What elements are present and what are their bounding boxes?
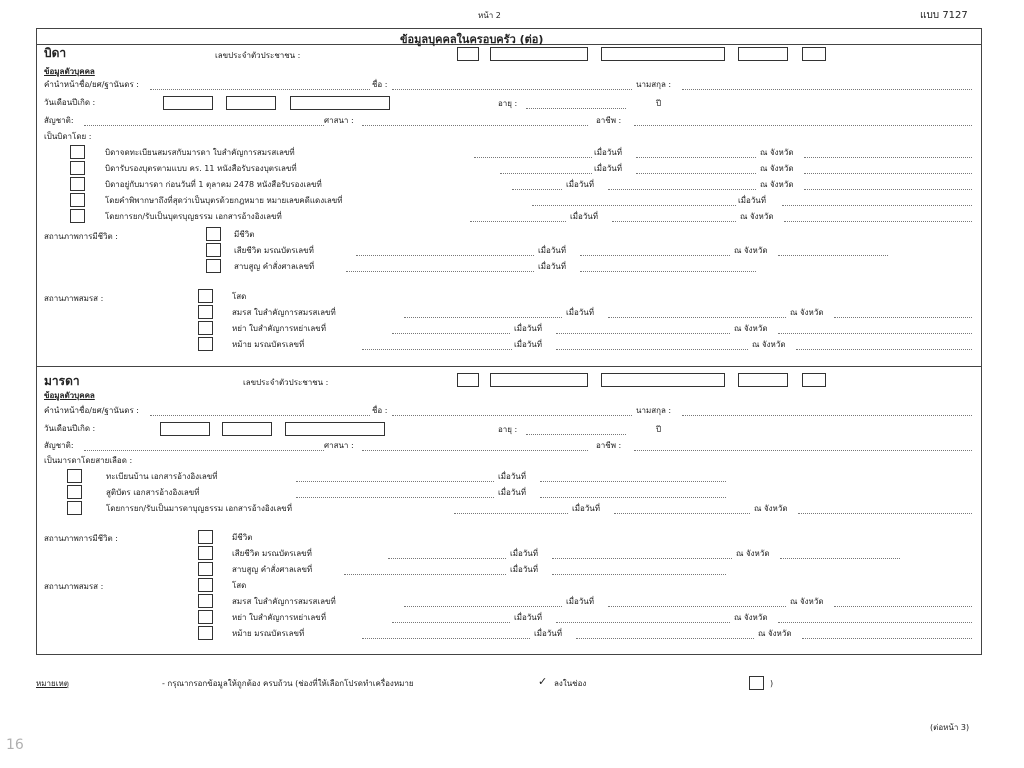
option-province-label: ณ จังหวัด	[734, 324, 768, 333]
checkbox[interactable]	[198, 610, 213, 624]
mother-religion-field[interactable]	[362, 450, 588, 451]
father-personal-heading: ข้อมูลตัวบุคคล	[44, 67, 95, 76]
option-province-label: ณ จังหวัด	[790, 597, 824, 606]
number-field[interactable]	[346, 271, 534, 272]
page-label: หน้า 2	[478, 11, 501, 20]
father-surname-field[interactable]	[682, 89, 972, 90]
option-text: สมรส ใบสำคัญการสมรสเลขที่	[232, 597, 336, 606]
province-field[interactable]	[780, 558, 900, 559]
option-date-label: เมื่อวันที่	[594, 148, 623, 157]
mother-name-label: ชื่อ :	[372, 406, 388, 415]
date-field[interactable]	[552, 574, 726, 575]
option-text: สูติบัตร เอกสารอ้างอิงเลขที่	[106, 488, 200, 497]
option-date-label: เมื่อวันที่	[534, 629, 563, 638]
date-field[interactable]	[552, 558, 732, 559]
checkbox[interactable]	[70, 177, 85, 191]
option-text: สมรส ใบสำคัญการสมรสเลขที่	[232, 308, 336, 317]
note-label: หมายเหตุ	[36, 679, 69, 688]
mother-dob-label: วันเดือนปีเกิด :	[44, 424, 96, 433]
option-text: โดยการยก/รับเป็นมารดาบุญธรรม เอกสารอ้างอิงเลขที่	[106, 504, 292, 513]
date-field[interactable]	[608, 317, 786, 318]
province-field[interactable]	[804, 189, 972, 190]
option-date-label: เมื่อวันที่	[538, 262, 567, 271]
mother-title-field[interactable]	[150, 415, 370, 416]
number-field[interactable]	[532, 205, 736, 206]
checkbox[interactable]	[206, 259, 221, 273]
option-text: มีชีวิต	[232, 533, 253, 542]
form-title: ข้อมูลบุคคลในครอบครัว (ต่อ)	[400, 33, 544, 46]
id-digit-box[interactable]	[738, 47, 788, 61]
option-province-label: ณ จังหวัด	[760, 164, 794, 173]
number-field[interactable]	[454, 513, 568, 514]
option-text: บิดารับรองบุตรตามแบบ คร. 11 หนังสือรับรองบุตรเลขที่	[105, 164, 297, 173]
mother-nationality-field[interactable]	[84, 450, 324, 451]
number-field[interactable]	[392, 333, 510, 334]
option-text: เสียชีวิต มรณบัตรเลขที่	[234, 246, 314, 255]
checkbox[interactable]	[67, 485, 82, 499]
number-field[interactable]	[362, 638, 530, 639]
option-text: เสียชีวิต มรณบัตรเลขที่	[232, 549, 312, 558]
date-field[interactable]	[608, 606, 786, 607]
option-province-label: ณ จังหวัด	[754, 504, 788, 513]
option-province-label: ณ จังหวัด	[736, 549, 770, 558]
option-date-label: เมื่อวันที่	[566, 180, 595, 189]
mother-surname-label: นามสกุล :	[636, 406, 672, 415]
check-mark-icon: ✓	[538, 675, 548, 688]
option-date-label: เมื่อวันที่	[566, 597, 595, 606]
id-digit-box[interactable]	[802, 373, 826, 387]
province-field[interactable]	[802, 638, 972, 639]
checkbox[interactable]	[198, 546, 213, 560]
father-age-label: อายุ :	[498, 99, 518, 108]
date-field[interactable]	[576, 638, 754, 639]
option-province-label: ณ จังหวัด	[760, 180, 794, 189]
option-text: โสด	[232, 581, 247, 590]
dob-day-box[interactable]	[160, 422, 210, 436]
option-date-label: เมื่อวันที่	[498, 472, 527, 481]
sample-checkbox	[749, 676, 764, 690]
checkbox[interactable]	[206, 227, 221, 241]
province-field[interactable]	[834, 606, 972, 607]
option-province-label: ณ จังหวัด	[752, 340, 786, 349]
date-field[interactable]	[556, 333, 730, 334]
option-text: โสด	[232, 292, 247, 301]
option-text: โดยคำพิพากษาถึงที่สุดว่าเป็นบุตรด้วยกฎหมาย หมายเลขคดีแดงเลขที่	[105, 196, 343, 205]
father-religion-label: ศาสนา :	[324, 116, 354, 125]
option-date-label: เมื่อวันที่	[566, 308, 595, 317]
checkbox[interactable]	[198, 321, 213, 335]
father-by-label: เป็นบิดาโดย :	[44, 132, 92, 141]
province-field[interactable]	[804, 157, 972, 158]
checkbox[interactable]	[198, 594, 213, 608]
date-field[interactable]	[540, 481, 726, 482]
mother-title-label: คำนำหน้าชื่อ/ยศ/ฐานันดร :	[44, 406, 140, 415]
number-field[interactable]	[474, 157, 592, 158]
option-date-label: เมื่อวันที่	[738, 196, 767, 205]
dob-year-box[interactable]	[290, 96, 390, 110]
checkbox[interactable]	[206, 243, 221, 257]
option-date-label: เมื่อวันที่	[498, 488, 527, 497]
option-text: บิดาอยู่กับมารดา ก่อนวันที่ 1 ตุลาคม 2478 หนังสือรับรองเลขที่	[105, 180, 322, 189]
note-close: )	[770, 679, 774, 688]
mother-by-label: เป็นมารดาโดยสายเลือด :	[44, 456, 133, 465]
option-text: สาบสูญ คำสั่งศาลเลขที่	[232, 565, 313, 574]
id-digit-box[interactable]	[802, 47, 826, 61]
checkbox[interactable]	[70, 161, 85, 175]
option-text: มีชีวิต	[234, 230, 255, 239]
father-title-field[interactable]	[150, 89, 370, 90]
date-field[interactable]	[556, 349, 748, 350]
option-text: หม้าย มรณบัตรเลขที่	[232, 629, 305, 638]
dob-year-box[interactable]	[285, 422, 385, 436]
id-digit-box[interactable]	[457, 47, 479, 61]
option-date-label: เมื่อวันที่	[570, 212, 599, 221]
mother-name-field[interactable]	[392, 415, 632, 416]
mother-religion-label: ศาสนา :	[324, 441, 354, 450]
father-heading: บิดา	[44, 46, 67, 60]
number-field[interactable]	[344, 574, 506, 575]
father-name-field[interactable]	[392, 89, 632, 90]
father-age-field[interactable]	[526, 108, 626, 109]
date-field[interactable]	[540, 497, 726, 498]
checkbox[interactable]	[198, 562, 213, 576]
option-date-label: เมื่อวันที่	[538, 246, 567, 255]
province-field[interactable]	[778, 255, 888, 256]
checkbox[interactable]	[70, 193, 85, 207]
checkbox[interactable]	[198, 578, 213, 592]
father-occupation-field[interactable]	[634, 125, 972, 126]
mother-age-field[interactable]	[526, 434, 626, 435]
id-digit-box[interactable]	[490, 373, 588, 387]
father-life-label: สถานภาพการมีชีวิต :	[44, 232, 118, 241]
option-province-label: ณ จังหวัด	[734, 613, 768, 622]
note-text-2: ลงในช่อง	[554, 679, 587, 688]
mother-age-label: อายุ :	[498, 425, 518, 434]
father-nationality-field[interactable]	[84, 125, 324, 126]
checkbox[interactable]	[67, 501, 82, 515]
number-field[interactable]	[404, 317, 562, 318]
father-marital-label: สถานภาพสมรส :	[44, 294, 104, 303]
number-field[interactable]	[470, 221, 566, 222]
id-digit-box[interactable]	[601, 47, 725, 61]
option-date-label: เมื่อวันที่	[572, 504, 601, 513]
number-field[interactable]	[296, 497, 494, 498]
option-text: หย่า ใบสำคัญการหย่าเลขที่	[232, 324, 326, 333]
number-field[interactable]	[512, 189, 562, 190]
date-field[interactable]	[580, 271, 756, 272]
province-field[interactable]	[804, 173, 972, 174]
date-field[interactable]	[636, 157, 756, 158]
option-date-label: เมื่อวันที่	[514, 340, 543, 349]
checkbox[interactable]	[198, 289, 213, 303]
date-field[interactable]	[614, 513, 750, 514]
mother-nationality-label: สัญชาติ:	[44, 441, 74, 450]
number-field[interactable]	[362, 349, 512, 350]
father-occupation-label: อาชีพ :	[596, 116, 622, 125]
dob-month-box[interactable]	[222, 422, 272, 436]
option-text: สาบสูญ คำสั่งศาลเลขที่	[234, 262, 315, 271]
date-field[interactable]	[782, 205, 972, 206]
father-year-label: ปี	[656, 99, 662, 108]
province-field[interactable]	[784, 221, 972, 222]
option-province-label: ณ จังหวัด	[790, 308, 824, 317]
option-text: หย่า ใบสำคัญการหย่าเลขที่	[232, 613, 326, 622]
date-field[interactable]	[612, 221, 736, 222]
option-text: โดยการยก/รับเป็นบุตรบุญธรรม เอกสารอ้างอิงเลขที่	[105, 212, 282, 221]
option-text: หม้าย มรณบัตรเลขที่	[232, 340, 305, 349]
date-field[interactable]	[580, 255, 730, 256]
father-surname-label: นามสกุล :	[636, 80, 672, 89]
province-field[interactable]	[798, 513, 972, 514]
checkbox[interactable]	[70, 145, 85, 159]
date-field[interactable]	[608, 189, 756, 190]
note-text: - กรุณากรอกข้อมูลให้ถูกต้อง ครบถ้วน (ช่องที่ให้เลือกโปรดทำเครื่องหมาย	[162, 679, 414, 688]
checkbox[interactable]	[198, 530, 213, 544]
father-dob-label: วันเดือนปีเกิด :	[44, 98, 96, 107]
mother-surname-field[interactable]	[682, 415, 972, 416]
province-field[interactable]	[834, 317, 972, 318]
mother-year-label: ปี	[656, 425, 662, 434]
checkbox[interactable]	[67, 469, 82, 483]
dob-month-box[interactable]	[226, 96, 276, 110]
mother-personal-heading: ข้อมูลตัวบุคคล	[44, 391, 95, 400]
slide-number: 16	[6, 737, 24, 753]
option-date-label: เมื่อวันที่	[514, 324, 543, 333]
number-field[interactable]	[296, 481, 494, 482]
province-field[interactable]	[778, 622, 972, 623]
province-field[interactable]	[796, 349, 972, 350]
option-province-label: ณ จังหวัด	[734, 246, 768, 255]
id-digit-box[interactable]	[490, 47, 588, 61]
number-field[interactable]	[500, 173, 592, 174]
checkbox[interactable]	[198, 337, 213, 351]
father-title-label: คำนำหน้าชื่อ/ยศ/ฐานันดร :	[44, 80, 140, 89]
mother-id-label: เลขประจำตัวประชาชน :	[243, 378, 329, 387]
date-field[interactable]	[556, 622, 730, 623]
id-digit-box[interactable]	[738, 373, 788, 387]
father-nationality-label: สัญชาติ:	[44, 116, 74, 125]
father-religion-field[interactable]	[362, 125, 588, 126]
number-field[interactable]	[388, 558, 506, 559]
option-text: ทะเบียนบ้าน เอกสารอ้างอิงเลขที่	[106, 472, 218, 481]
checkbox[interactable]	[198, 305, 213, 319]
option-date-label: เมื่อวันที่	[514, 613, 543, 622]
option-date-label: เมื่อวันที่	[510, 565, 539, 574]
option-date-label: เมื่อวันที่	[510, 549, 539, 558]
option-date-label: เมื่อวันที่	[594, 164, 623, 173]
mother-heading: มารดา	[44, 374, 80, 388]
dob-day-box[interactable]	[163, 96, 213, 110]
mother-marital-label: สถานภาพสมรส :	[44, 582, 104, 591]
option-text: บิดาจดทะเบียนสมรสกับมารดา ใบสำคัญการสมรสเลขที่	[105, 148, 295, 157]
checkbox[interactable]	[70, 209, 85, 223]
form-frame	[36, 28, 982, 655]
province-field[interactable]	[778, 333, 972, 334]
number-field[interactable]	[392, 622, 510, 623]
option-province-label: ณ จังหวัด	[760, 148, 794, 157]
id-digit-box[interactable]	[457, 373, 479, 387]
mother-occupation-label: อาชีพ :	[596, 441, 622, 450]
number-field[interactable]	[356, 255, 534, 256]
mother-occupation-field[interactable]	[634, 450, 972, 451]
section-divider	[36, 366, 982, 367]
mother-life-label: สถานภาพการมีชีวิต :	[44, 534, 118, 543]
father-name-label: ชื่อ :	[372, 80, 388, 89]
continue-label: (ต่อหน้า 3)	[930, 723, 970, 732]
form-code: แบบ 7127	[920, 10, 968, 21]
father-id-label: เลขประจำตัวประชาชน :	[215, 51, 301, 60]
date-field[interactable]	[636, 173, 756, 174]
option-province-label: ณ จังหวัด	[758, 629, 792, 638]
option-province-label: ณ จังหวัด	[740, 212, 774, 221]
number-field[interactable]	[404, 606, 562, 607]
id-digit-box[interactable]	[601, 373, 725, 387]
checkbox[interactable]	[198, 626, 213, 640]
